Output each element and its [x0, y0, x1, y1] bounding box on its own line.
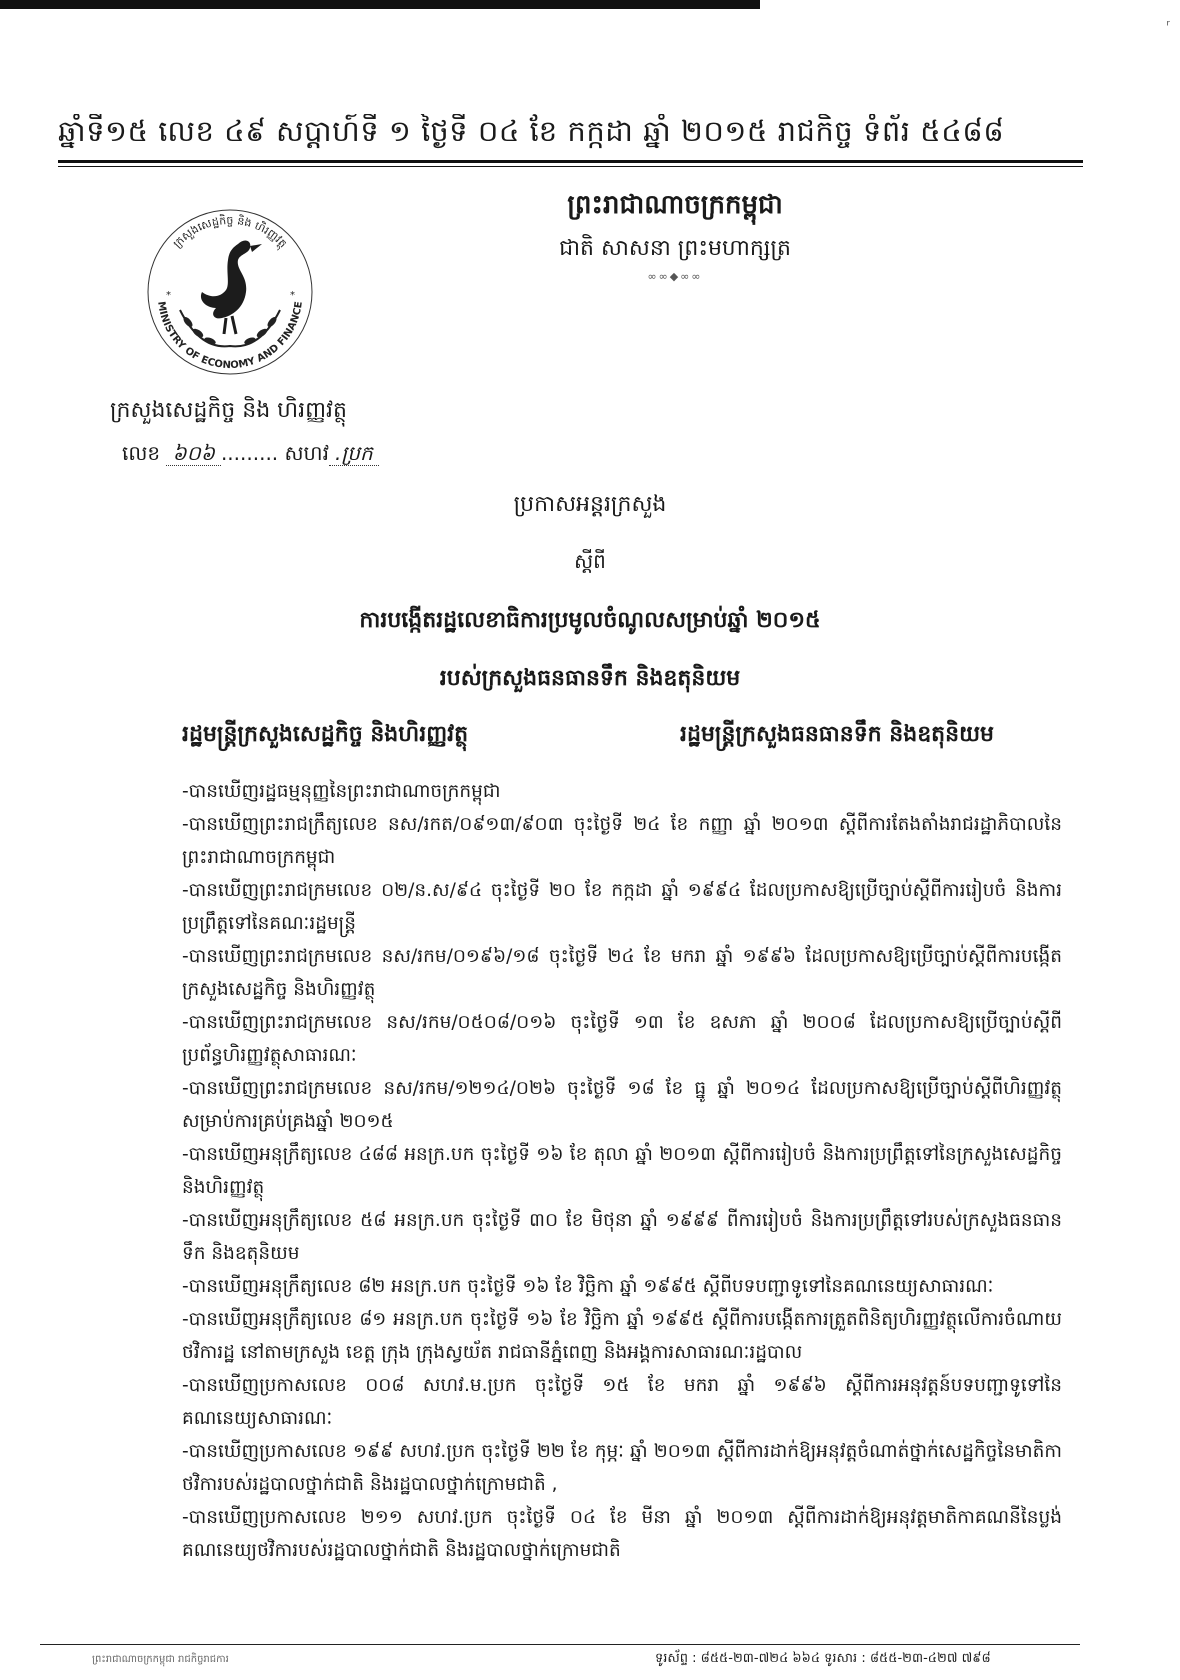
kingdom-name: ព្រះរាជាណាចក្រកម្ពុជា	[567, 190, 783, 220]
header-rule	[58, 160, 1083, 163]
header-rule-thin	[58, 166, 1083, 167]
list-item: -បានឃើញរដ្ឋធម្មនុញ្ញនៃព្រះរាជាណាចក្រកម្ពុជា	[182, 781, 501, 802]
ministry-name: ក្រសួងសេដ្ឋកិច្ច និង ហិរញ្ញវត្ថុ	[110, 398, 347, 423]
ref-dots: .........	[220, 441, 279, 465]
list-item: -បានឃើញអនុក្រឹត្យលេខ ៨២ អនក្រ.បក ចុះថ្ងៃទី ១៦ ខែ វិច្ឆិកា ឆ្នាំ ១៩៩៥ ស្តីពីបទបញ្ជាទូទៅនៃគណនេយ្យសាធារណៈ	[182, 1276, 994, 1297]
list-item: -បានឃើញព្រះរាជក្រមលេខ នស/រកម/១២១៤/០២៦ ចុះថ្ងៃទី ១៨ ខែ ធ្នូ ឆ្នាំ ២០១៤ ដែលប្រកាសឱ្យប្រើច្បាប់ស្តីពីហិរញ្ញវត្ថុសម្រាប់ការគ្រប់គ្រងឆ្នាំ ២០១៥	[182, 1078, 1062, 1132]
gazette-header: ឆ្នាំទី១៥ លេខ ៤៩ សប្តាហ៍ទី ១ ថ្ងៃទី ០៤ ខែ កក្កដា ឆ្នាំ ២០១៥ រាជកិច្ច ទំព័រ ៥៤៨៨	[58, 114, 1005, 148]
list-item: -បានឃើញព្រះរាជក្រមលេខ នស/រកម/០៥០៨/០១៦ ចុះថ្ងៃទី ១៣ ខែ ឧសភា ឆ្នាំ ២០០៨ ដែលប្រកាសឱ្យប្រើច្បាប់ស្តីពីប្រព័ន្ធហិរញ្ញវត្ថុសាធារណៈ	[182, 1012, 1062, 1066]
list-item: -បានឃើញព្រះរាជក្រមលេខ ០២/ន.ស/៩៤ ចុះថ្ងៃទី ២០ ខែ កក្កដា ឆ្នាំ ១៩៩៤ ដែលប្រកាសឱ្យប្រើច្បាប់ស្តីពីការរៀបចំ និងការប្រព្រឹត្តទៅនៃគណៈរដ្ឋមន្ត្រី	[182, 880, 1062, 934]
svg-text:ក្រសួងសេដ្ឋកិច្ច និង ហិរញ្ញវត្: ក្រសួងសេដ្ឋកិច្ច និង ហិរញ្ញវត្ថុ	[170, 213, 290, 251]
kingdom-motto: ជាតិ សាសនា ព្រះមហាក្សត្រ	[559, 236, 791, 261]
corner-scan-mark: ʳ	[1166, 18, 1170, 34]
reference-number	[122, 440, 379, 470]
footer-left-text: ព្រះរាជាណាចក្រកម្ពុជា រាជកិច្ចរាជការ	[92, 1654, 229, 1665]
ref-suffix: សហវ	[284, 441, 329, 465]
list-item: -បានឃើញអនុក្រឹត្យលេខ ៨១ អនក្រ.បក ចុះថ្ងៃទី ១៦ ខែ វិច្ឆិកា ឆ្នាំ ១៩៩៥ ស្តីពីការបង្កើតការត្រួតពិនិត្យហិរញ្ញវត្ថុលើការចំណាយថវិការដ្ឋ នៅតាមក្រសួង ខេត្ត ក្រុង ក្រុងស្វយ័ត រាជធានីភ្នំពេញ និងអង្គការសាធារណៈរដ្ឋបាល	[182, 1309, 1062, 1363]
list-item: -បានឃើញប្រកាសលេខ ០០៨ សហវ.ម.ប្រក ចុះថ្ងៃទី ១៥ ខែ មករា ឆ្នាំ ១៩៩៦ ស្តីពីការអនុវត្តន៍បទបញ្ជាទូទៅនៃគណនេយ្យសាធារណៈ	[182, 1375, 1062, 1429]
list-item: -បានឃើញអនុក្រឹត្យលេខ ៥៨ អនក្រ.បក ចុះថ្ងៃទី ៣០ ខែ មិថុនា ឆ្នាំ ១៩៩៩ ពីការរៀបចំ និងការប្រព្រឹត្តទៅរបស់ក្រសួងធនធានទឹក និងឧតុនិយម	[182, 1210, 1062, 1264]
list-item: -បានឃើញអនុក្រឹត្យលេខ ៤៨៨ អនក្រ.បក ចុះថ្ងៃទី ១៦ ខែ តុលា ឆ្នាំ ២០១៣ ស្តីពីការរៀបចំ និងការប្រព្រឹត្តទៅនៃក្រសួងសេដ្ឋកិច្ច និងហិរញ្ញវត្ថុ	[182, 1144, 1062, 1198]
svg-text:*: *	[166, 290, 171, 301]
footer-rule	[40, 1644, 1080, 1645]
footer-contact: ទូរស័ព្ទ : ៨៥៥-២៣-៧២៤ ៦៦៤ ទូរសារ : ៨៥៥-២៣-៤២៧ ៧៩៨	[655, 1651, 991, 1666]
ref-number: ៦០៦	[166, 441, 220, 466]
list-item: -បានឃើញប្រកាសលេខ ២១១ សហវ.ប្រក ចុះថ្ងៃទី ០៤ ខែ មីនា ឆ្នាំ ២០១៣ ស្តីពីការដាក់ឱ្យអនុវត្តមាតិកាគណនីនៃប្លង់គណនេយ្យថវិការបស់រដ្ឋបាលថ្នាក់ជាតិ និងរដ្ឋបាលថ្នាក់ក្រោមជាតិ	[182, 1507, 1062, 1561]
document-subject-ministry: របស់ក្រសួងធនធានទឹក និងឧតុនិយម	[439, 666, 741, 691]
ministry-seal-icon	[140, 200, 320, 380]
legal-basis-list	[182, 775, 1062, 1567]
svg-text:MINISTRY OF ECONOMY AND FINANC: MINISTRY OF ECONOMY AND FINANCE	[155, 300, 305, 372]
document-about: ស្តីពី	[574, 549, 606, 573]
ref-hand: .ប្រក	[329, 441, 379, 466]
motto-ornament: ∞∞◆∞∞	[647, 270, 703, 283]
document-subject: ការបង្កើតរដ្ឋលេខាធិការប្រមូលចំណូលសម្រាប់ឆ្នាំ ២០១៥	[359, 608, 821, 633]
top-scan-edge	[0, 0, 760, 9]
list-item: -បានឃើញប្រកាសលេខ ១៩៩ សហវ.ប្រក ចុះថ្ងៃទី ២២ ខែ កុម្ភៈ ឆ្នាំ ២០១៣ ស្តីពីការដាក់ឱ្យអនុវត្តចំណាត់ថ្នាក់សេដ្ឋកិច្ចនៃមាតិកាថវិការបស់រដ្ឋបាលថ្នាក់ជាតិ និងរដ្ឋបាលថ្នាក់ក្រោមជាតិ ,	[182, 1441, 1062, 1495]
svg-text:*: *	[290, 290, 295, 301]
minister-economy-finance: រដ្ឋមន្ត្រីក្រសួងសេដ្ឋកិច្ច និងហិរញ្ញវត្ថុ	[182, 722, 469, 747]
list-item: -បានឃើញព្រះរាជក្រមលេខ នស/រកម/០១៩៦/១៨ ចុះថ្ងៃទី ២៤ ខែ មករា ឆ្នាំ ១៩៩៦ ដែលប្រកាសឱ្យប្រើច្បាប់ស្តីពីការបង្កើតក្រសួងសេដ្ឋកិច្ច និងហិរញ្ញវត្ថុ	[182, 946, 1062, 1000]
minister-water-resources: រដ្ឋមន្ត្រីក្រសួងធនធានទឹក និងឧតុនិយម	[680, 722, 995, 747]
document-type: ប្រកាសអន្តរក្រសួង	[513, 492, 667, 517]
ref-prefix: លេខ	[122, 441, 161, 465]
list-item: -បានឃើញព្រះរាជក្រឹត្យលេខ នស/រកត/០៩១៣/៩០៣ ចុះថ្ងៃទី ២៤ ខែ កញ្ញា ឆ្នាំ ២០១៣ ស្តីពីការតែងតាំងរាជរដ្ឋាភិបាលនៃព្រះរាជាណាចក្រកម្ពុជា	[182, 814, 1062, 868]
